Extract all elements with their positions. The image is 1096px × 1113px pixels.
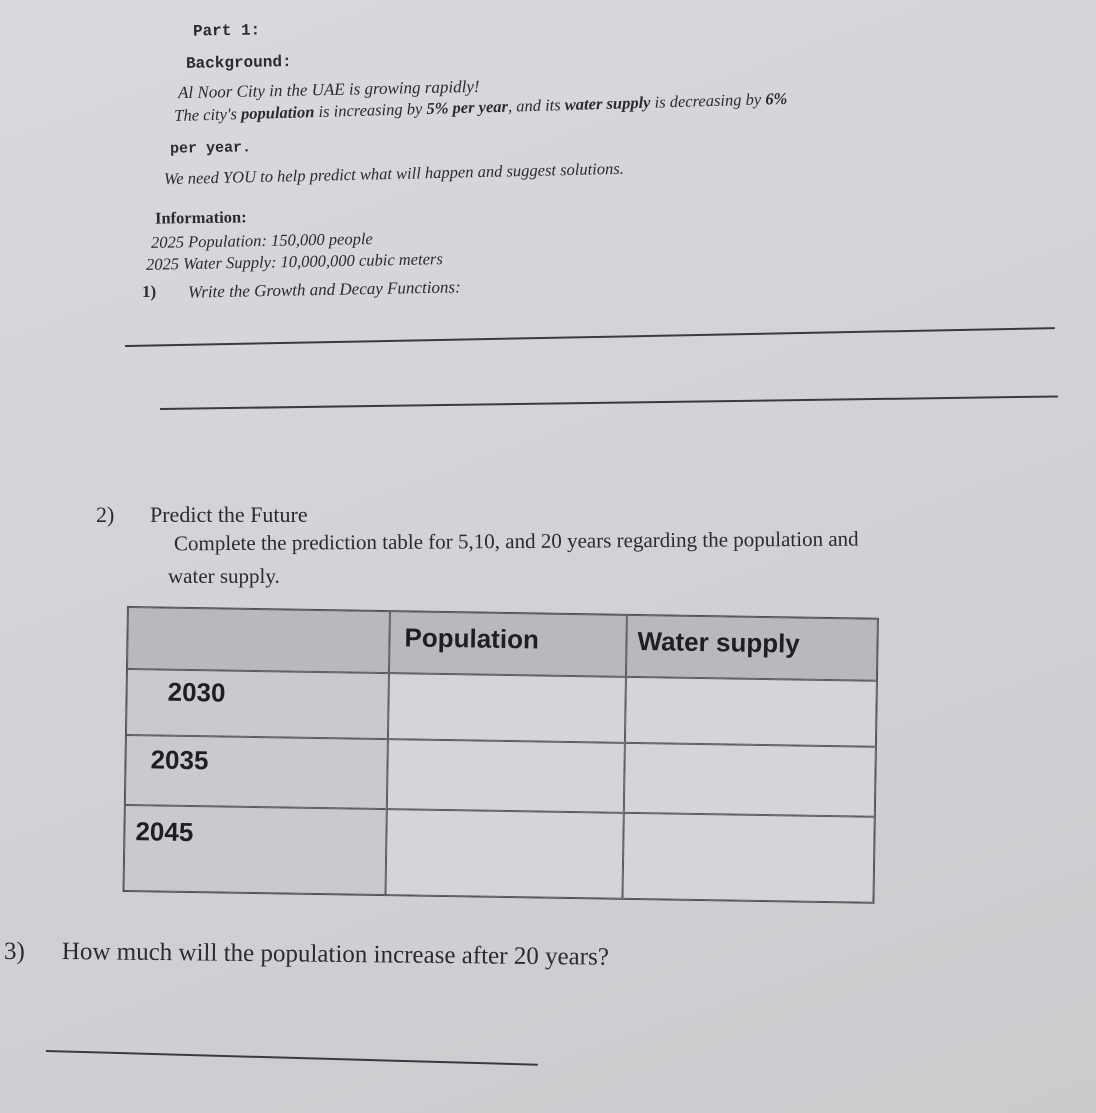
year-label: 2030 xyxy=(167,676,226,708)
information-water: 2025 Water Supply: 10,000,000 cubic meters xyxy=(145,249,443,274)
table-header-water xyxy=(626,615,878,681)
information-population: 2025 Population: 150,000 people xyxy=(150,229,373,252)
background-line-1: Al Noor City in the UAE is growing rapidly! xyxy=(177,76,480,103)
cell-2030-water[interactable] xyxy=(625,677,877,747)
table-row-2045-year xyxy=(124,805,387,895)
answer-line-2 xyxy=(160,395,1058,410)
text-segment: , and its xyxy=(507,95,566,116)
question-2-title: Predict the Future xyxy=(150,502,308,527)
prediction-table xyxy=(123,606,879,904)
question-2-line-1: Complete the prediction table for 5,10, and 20 years regarding the population and xyxy=(173,526,859,556)
table-row-2030-year xyxy=(126,669,389,739)
text-segment: The city's xyxy=(174,104,242,125)
question-1-text: Write the Growth and Decay Functions: xyxy=(187,277,461,302)
population-emphasis: population xyxy=(240,102,315,124)
text-segment: is decreasing by xyxy=(650,89,766,112)
answer-line-3 xyxy=(46,1050,538,1066)
question-2-number: 2) xyxy=(96,502,115,527)
header-label: Population xyxy=(404,622,540,655)
background-line-4: We need YOU to help predict what will happen and suggest solutions. xyxy=(163,158,624,189)
cell-2045-water[interactable] xyxy=(622,813,874,903)
water-supply-emphasis: water supply xyxy=(564,92,651,115)
cell-2035-water[interactable] xyxy=(624,743,876,817)
question-1-number: 1) xyxy=(142,282,157,301)
table-row-2035-year xyxy=(125,735,388,809)
growth-rate-emphasis: 5% per year xyxy=(426,96,509,118)
table-header-blank xyxy=(127,607,390,673)
background-line-3: per year. xyxy=(169,139,252,158)
answer-line-1 xyxy=(125,327,1055,347)
decay-rate-emphasis: 6% xyxy=(765,88,788,109)
cell-2035-population[interactable] xyxy=(387,739,625,813)
question-2-line-2: water supply. xyxy=(168,564,280,588)
year-label: 2035 xyxy=(150,744,209,776)
background-heading: Background: xyxy=(185,53,292,73)
question-3-text: How much will the population increase after 20 years? xyxy=(61,938,610,971)
text-segment: is increasing by xyxy=(314,98,427,122)
question-3-number: 3) xyxy=(4,938,25,965)
cell-2045-population[interactable] xyxy=(385,809,623,899)
year-label: 2045 xyxy=(135,816,194,848)
header-label: Water supply xyxy=(637,626,801,659)
information-heading: Information: xyxy=(154,207,247,228)
table-header-population xyxy=(389,611,627,677)
part-label: Part 1: xyxy=(192,21,261,41)
cell-2030-population[interactable] xyxy=(388,673,626,743)
